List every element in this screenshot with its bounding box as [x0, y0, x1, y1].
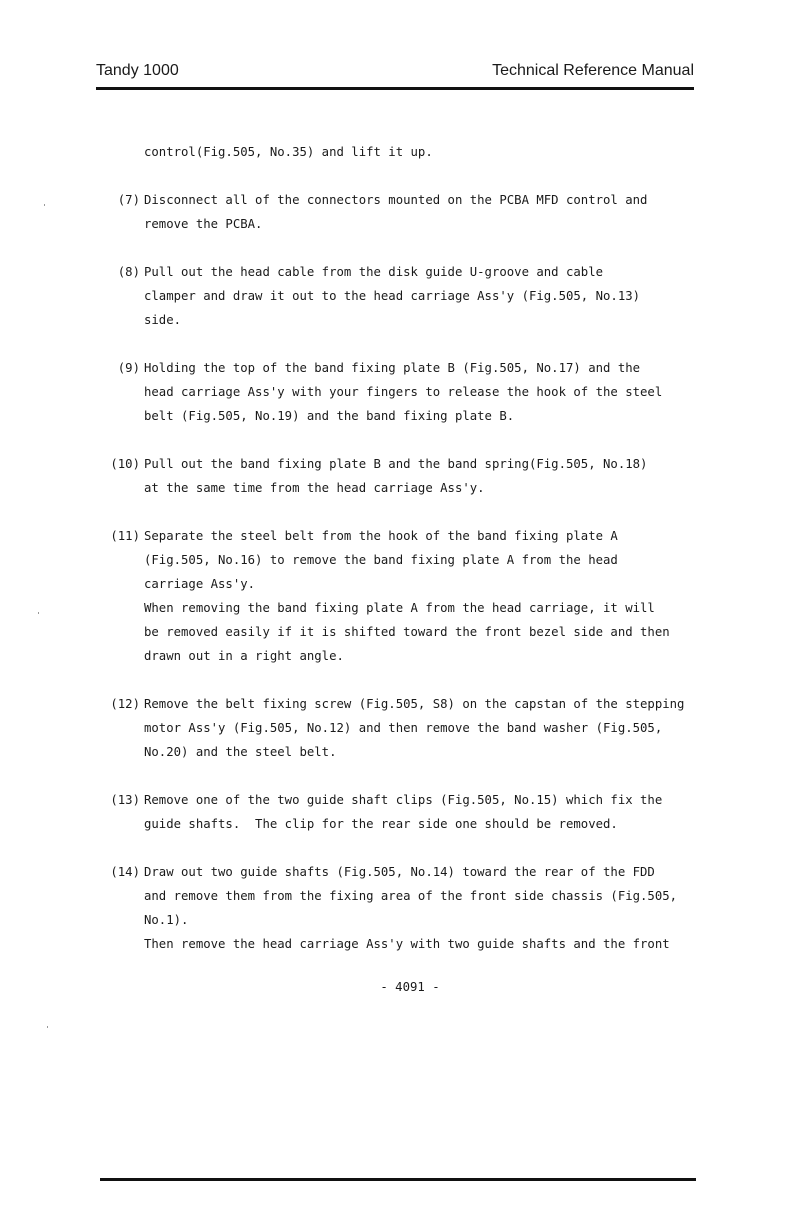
paragraph-line: at the same time from the head carriage Ass'y. — [144, 481, 485, 495]
step-number: (9) — [117, 361, 140, 375]
paragraph-line: Draw out two guide shafts (Fig.505, No.14) toward the rear of the FDD — [144, 865, 655, 879]
paragraph-line: and remove them from the fixing area of the front side chassis (Fig.505, — [144, 889, 678, 903]
paragraph-line: (Fig.505, No.16) to remove the band fixing plate A from the head — [144, 553, 618, 567]
scan-speck — [38, 612, 39, 614]
paragraph-line: motor Ass'y (Fig.505, No.12) and then remove the band washer (Fig.505, — [144, 721, 663, 735]
paragraph-line: Then remove the head carriage Ass'y with two guide shafts and the front — [144, 937, 670, 951]
paragraph-line: Separate the steel belt from the hook of the band fixing plate A — [144, 529, 618, 543]
document-body — [100, 140, 740, 980]
paragraph-line: head carriage Ass'y with your fingers to release the hook of the steel — [144, 385, 663, 399]
paragraph-line: No.20) and the steel belt. — [144, 745, 337, 759]
paragraph-line: Pull out the head cable from the disk guide U-groove and cable — [144, 265, 604, 279]
paragraph — [100, 452, 740, 500]
paragraph-line: clamper and draw it out to the head carriage Ass'y (Fig.505, No.13) — [144, 289, 641, 303]
header-manual-name: Technical Reference Manual — [492, 62, 694, 79]
paragraph-line: Disconnect all of the connectors mounted on the PCBA MFD control and — [144, 193, 648, 207]
step-number: (12) — [110, 697, 140, 711]
paragraph — [100, 356, 740, 428]
paragraph-line: Holding the top of the band fixing plate B (Fig.505, No.17) and the — [144, 361, 641, 375]
paragraph-line: Remove one of the two guide shaft clips (Fig.505, No.15) which fix the — [144, 793, 663, 807]
step-number: (13) — [110, 793, 140, 807]
paragraph-line: control(Fig.505, No.35) and lift it up. — [144, 145, 433, 159]
paragraph-line: be removed easily if it is shifted toward the front bezel side and then — [144, 625, 670, 639]
paragraph-line: When removing the band fixing plate A from the head carriage, it will — [144, 601, 655, 615]
paragraph-line: guide shafts. The clip for the rear side one should be removed. — [144, 817, 618, 831]
step-number: (8) — [117, 265, 140, 279]
page-header — [96, 60, 694, 88]
paragraph — [100, 140, 740, 164]
step-number: (10) — [110, 457, 140, 471]
header-rule — [96, 87, 694, 90]
scan-speck — [44, 204, 45, 206]
step-number: (7) — [117, 193, 140, 207]
footer-rule — [100, 1178, 696, 1181]
paragraph-line: side. — [144, 313, 182, 327]
header-title: Tandy 1000 — [96, 62, 179, 79]
paragraph-line: Remove the belt fixing screw (Fig.505, S8) on the capstan of the stepping — [144, 697, 685, 711]
paragraph — [100, 188, 740, 236]
paragraph-line: carriage Ass'y. — [144, 577, 256, 591]
paragraph-line: belt (Fig.505, No.19) and the band fixing plate B. — [144, 409, 515, 423]
step-number: (14) — [110, 865, 140, 879]
paragraph-line: Pull out the band fixing plate B and the band spring(Fig.505, No.18) — [144, 457, 648, 471]
paragraph — [100, 524, 740, 668]
step-number: (11) — [110, 529, 140, 543]
scan-speck — [47, 1026, 48, 1028]
paragraph — [100, 788, 740, 836]
paragraph — [100, 692, 740, 764]
paragraph-line: drawn out in a right angle. — [144, 649, 344, 663]
paragraph — [100, 860, 740, 956]
page-number: - 4091 - — [380, 980, 440, 994]
paragraph — [100, 260, 740, 332]
paragraph-line: remove the PCBA. — [144, 217, 263, 231]
paragraph-line: No.1). — [144, 913, 189, 927]
